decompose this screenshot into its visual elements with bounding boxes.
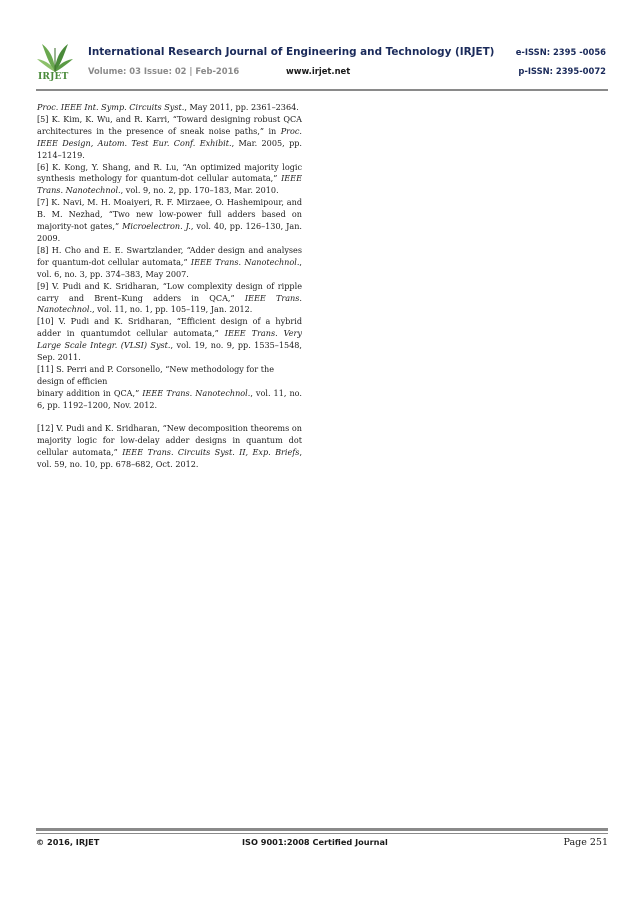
page-footer: [36, 837, 608, 853]
reference-item: [7] K. Navi, M. H. Moaiyeri, R. F. Mirzaee, O. Hashemipour, and B. M. Nezhad, “Two new low-power full adders based on majority-not gates,” Microelectron. J., vol. 40, pp. 126–130, Jan. 2009.: [37, 197, 302, 243]
reference-list: [37, 102, 302, 471]
journal-title: International Research Journal of Engineering and Technology (IRJET): [88, 46, 495, 58]
eissn: e-ISSN: 2395 -0056: [515, 47, 606, 57]
irjet-logo: [36, 42, 74, 86]
website-link[interactable]: www.irjet.net: [286, 66, 351, 76]
reference-item: [11] S. Perri and P. Corsonello, “New methodology for the design of efficien: [37, 363, 274, 386]
page-number: Page 251: [563, 837, 608, 848]
header-rule: [36, 89, 608, 91]
volume-issue: Volume: 03 Issue: 02 | Feb-2016: [88, 66, 240, 76]
page-header: [36, 42, 606, 90]
reference-item: [9] V. Pudi and K. Sridharan, “Low complexity design of ripple carry and Brent–Kung adders in QCA,” IEEE Trans. Nanotechnol., vol. 11, no. 1, pp. 105–119, Jan. 2012.: [37, 280, 302, 315]
reference-item: [10] V. Pudi and K. Sridharan, “Efficient design of a hybrid adder in quantumdot cellular automata,” IEEE Trans. Very Large Scale Integr. (VLSI) Syst., vol. 19, no. 9, pp. 1535–1548, Sep. 2011.: [37, 316, 302, 363]
reference-item: binary addition in QCA,” IEEE Trans. Nanotechnol., vol. 11, no. 6, pp. 1192–1200, Nov. 2012.: [37, 387, 302, 410]
copyright: © 2016, IRJET: [36, 837, 100, 847]
leaf-icon: [36, 42, 74, 74]
reference-item: [5] K. Kim, K. Wu, and R. Karri, “Toward designing robust QCA architectures in the presence of sneak noise paths,” in Proc. IEEE Design, Autom. Test Eur. Conf. Exhibit., Mar. 2005, pp. 1214–1219.: [37, 113, 303, 160]
reference-item: [12] V. Pudi and K. Sridharan, “New decomposition theorems on majority logic for low-delay adder designs in quantum dot cellular automata,” IEEE Trans. Circuits Syst. II, Exp. Briefs, vol. 59, no. 10, pp. 678–682, Oct. 2012.: [37, 423, 303, 470]
iso-certification: ISO 9001:2008 Certified Journal: [242, 837, 388, 847]
reference-item: [6] K. Kong, Y. Shang, and R. Lu, “An optimized majority logic synthesis methology for quantum-dot cellular automata,” IEEE Trans. Nanotechnol., vol. 9, no. 2, pp. 170–183, Mar. 2010.: [37, 161, 302, 196]
reference-item: Proc. IEEE Int. Symp. Circuits Syst., May 2011, pp. 2361–2364.: [37, 102, 299, 112]
pissn: p-ISSN: 2395-0072: [518, 66, 606, 76]
reference-item: [8] H. Cho and E. E. Swartzlander, “Adder design and analyses for quantum-dot cellular automata,” IEEE Trans. Nanotechnol., vol. 6, no. 3, pp. 374–383, May 2007.: [37, 244, 302, 279]
logo-text: IRJET: [38, 72, 69, 82]
footer-rule: [36, 828, 608, 831]
footer-rule-thin: [36, 833, 608, 834]
